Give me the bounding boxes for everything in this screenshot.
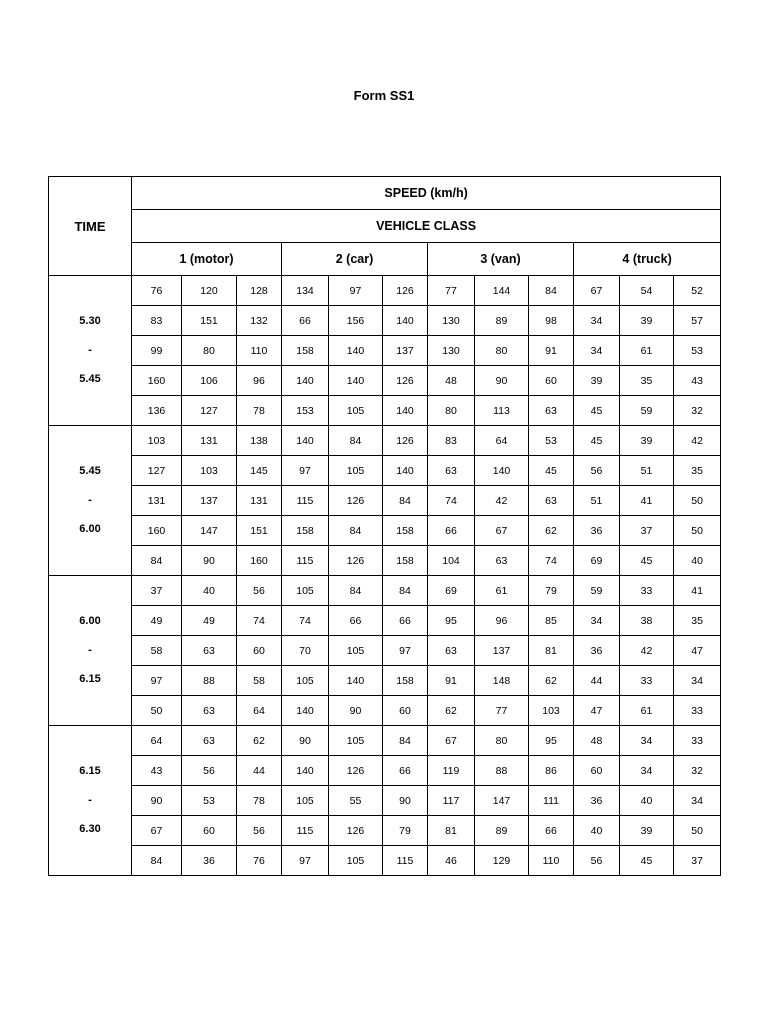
speed-cell: 56 (574, 456, 620, 486)
table-row (49, 336, 721, 366)
time-end: 6.15 (79, 673, 101, 685)
speed-cell: 50 (674, 486, 721, 516)
speed-cell: 74 (237, 606, 282, 636)
speed-cell: 115 (282, 546, 329, 576)
speed-cell: 89 (475, 306, 529, 336)
speed-cell: 60 (574, 756, 620, 786)
speed-cell: 76 (132, 276, 182, 306)
speed-cell: 105 (282, 666, 329, 696)
speed-cell: 148 (475, 666, 529, 696)
class-header-truck: 4 (truck) (574, 243, 721, 276)
speed-cell: 44 (237, 756, 282, 786)
speed-cell: 140 (282, 366, 329, 396)
table-row (49, 486, 721, 516)
speed-cell: 39 (620, 306, 674, 336)
speed-cell: 62 (529, 666, 574, 696)
speed-cell: 115 (383, 846, 428, 876)
speed-cell: 34 (574, 336, 620, 366)
speed-cell: 62 (529, 516, 574, 546)
speed-cell: 63 (529, 486, 574, 516)
speed-cell: 115 (282, 816, 329, 846)
vehicle-class-header: VEHICLE CLASS (132, 210, 721, 243)
speed-cell: 88 (182, 666, 237, 696)
time-period-cell (49, 576, 132, 726)
speed-cell: 160 (132, 366, 182, 396)
speed-cell: 137 (182, 486, 237, 516)
speed-cell: 69 (574, 546, 620, 576)
time-start: 5.30 (79, 315, 101, 327)
speed-cell: 115 (282, 486, 329, 516)
speed-cell: 84 (329, 576, 383, 606)
speed-cell: 66 (282, 306, 329, 336)
speed-cell: 96 (475, 606, 529, 636)
speed-cell: 105 (329, 636, 383, 666)
speed-cell: 91 (529, 336, 574, 366)
speed-cell: 32 (674, 756, 721, 786)
header-row-vehicle-class (49, 210, 721, 243)
speed-cell: 151 (237, 516, 282, 546)
speed-cell: 59 (574, 576, 620, 606)
speed-cell: 97 (383, 636, 428, 666)
speed-cell: 140 (282, 756, 329, 786)
speed-cell: 97 (132, 666, 182, 696)
speed-cell: 67 (574, 276, 620, 306)
speed-cell: 158 (282, 516, 329, 546)
speed-cell: 158 (282, 336, 329, 366)
speed-cell: 156 (329, 306, 383, 336)
speed-cell: 83 (428, 426, 475, 456)
speed-cell: 140 (475, 456, 529, 486)
speed-cell: 158 (383, 666, 428, 696)
speed-cell: 47 (674, 636, 721, 666)
time-separator: - (88, 494, 92, 506)
speed-cell: 84 (383, 726, 428, 756)
form-title: Form SS1 (353, 88, 415, 103)
speed-cell: 140 (329, 336, 383, 366)
speed-cell: 86 (529, 756, 574, 786)
speed-cell: 56 (574, 846, 620, 876)
speed-cell: 105 (282, 786, 329, 816)
speed-cell: 138 (237, 426, 282, 456)
speed-cell: 103 (132, 426, 182, 456)
speed-cell: 105 (329, 846, 383, 876)
speed-cell: 63 (428, 636, 475, 666)
speed-cell: 131 (132, 486, 182, 516)
table-row (49, 516, 721, 546)
table-row (49, 276, 721, 306)
speed-cell: 95 (529, 726, 574, 756)
speed-cell: 113 (475, 396, 529, 426)
speed-cell: 61 (475, 576, 529, 606)
speed-cell: 90 (182, 546, 237, 576)
speed-cell: 63 (182, 696, 237, 726)
speed-cell: 56 (237, 816, 282, 846)
speed-cell: 58 (132, 636, 182, 666)
speed-cell: 34 (674, 666, 721, 696)
speed-cell: 54 (620, 276, 674, 306)
time-end: 6.00 (79, 523, 101, 535)
table-row (49, 426, 721, 456)
speed-cell: 84 (383, 486, 428, 516)
table-row (49, 396, 721, 426)
speed-cell: 76 (237, 846, 282, 876)
speed-cell: 50 (674, 516, 721, 546)
speed-cell: 55 (329, 786, 383, 816)
speed-cell: 53 (674, 336, 721, 366)
speed-cell: 97 (282, 846, 329, 876)
speed-cell: 140 (383, 456, 428, 486)
speed-cell: 45 (620, 846, 674, 876)
speed-cell: 132 (237, 306, 282, 336)
speed-cell: 63 (428, 456, 475, 486)
table-row (49, 606, 721, 636)
speed-cell: 60 (182, 816, 237, 846)
table-row (49, 306, 721, 336)
speed-cell: 80 (182, 336, 237, 366)
speed-cell: 57 (674, 306, 721, 336)
speed-cell: 90 (475, 366, 529, 396)
speed-cell: 33 (620, 666, 674, 696)
speed-cell: 131 (237, 486, 282, 516)
speed-cell: 98 (529, 306, 574, 336)
speed-cell: 44 (574, 666, 620, 696)
speed-cell: 56 (237, 576, 282, 606)
speed-cell: 90 (383, 786, 428, 816)
speed-cell: 37 (620, 516, 674, 546)
speed-cell: 70 (282, 636, 329, 666)
speed-cell: 140 (329, 666, 383, 696)
speed-cell: 51 (620, 456, 674, 486)
speed-cell: 37 (674, 846, 721, 876)
speed-cell: 34 (620, 726, 674, 756)
speed-cell: 64 (237, 696, 282, 726)
speed-cell: 39 (574, 366, 620, 396)
speed-cell: 97 (329, 276, 383, 306)
speed-cell: 158 (383, 516, 428, 546)
speed-cell: 50 (674, 816, 721, 846)
speed-cell: 117 (428, 786, 475, 816)
speed-cell: 84 (329, 516, 383, 546)
speed-cell: 105 (329, 396, 383, 426)
table-row (49, 366, 721, 396)
speed-cell: 40 (620, 786, 674, 816)
header-row-speed (49, 177, 721, 210)
speed-cell: 78 (237, 396, 282, 426)
time-separator: - (88, 344, 92, 356)
speed-cell: 34 (674, 786, 721, 816)
speed-cell: 140 (383, 396, 428, 426)
speed-cell: 85 (529, 606, 574, 636)
speed-cell: 66 (383, 606, 428, 636)
speed-cell: 63 (182, 636, 237, 666)
speed-cell: 74 (529, 546, 574, 576)
speed-cell: 36 (574, 786, 620, 816)
speed-cell: 47 (574, 696, 620, 726)
speed-cell: 145 (237, 456, 282, 486)
speed-cell: 42 (674, 426, 721, 456)
speed-cell: 45 (620, 546, 674, 576)
speed-cell: 62 (428, 696, 475, 726)
speed-cell: 90 (132, 786, 182, 816)
time-start: 6.15 (79, 765, 101, 777)
speed-cell: 151 (182, 306, 237, 336)
speed-cell: 119 (428, 756, 475, 786)
speed-cell: 105 (329, 456, 383, 486)
speed-cell: 79 (383, 816, 428, 846)
speed-cell: 95 (428, 606, 475, 636)
speed-cell: 53 (182, 786, 237, 816)
speed-cell: 147 (182, 516, 237, 546)
speed-cell: 46 (428, 846, 475, 876)
speed-cell: 41 (674, 576, 721, 606)
time-period-cell (49, 726, 132, 876)
table-row (49, 666, 721, 696)
speed-cell: 158 (383, 546, 428, 576)
speed-cell: 56 (182, 756, 237, 786)
speed-cell: 35 (674, 606, 721, 636)
speed-cell: 49 (182, 606, 237, 636)
speed-cell: 84 (383, 576, 428, 606)
speed-cell: 78 (237, 786, 282, 816)
speed-cell: 88 (475, 756, 529, 786)
speed-table (48, 176, 721, 876)
speed-cell: 38 (620, 606, 674, 636)
speed-cell: 42 (475, 486, 529, 516)
speed-cell: 130 (428, 306, 475, 336)
speed-cell: 77 (475, 696, 529, 726)
speed-cell: 81 (428, 816, 475, 846)
speed-cell: 99 (132, 336, 182, 366)
time-end: 5.45 (79, 373, 101, 385)
speed-header: SPEED (km/h) (132, 177, 721, 210)
speed-cell: 52 (674, 276, 721, 306)
class-header-motor: 1 (motor) (132, 243, 282, 276)
speed-cell: 128 (237, 276, 282, 306)
speed-cell: 110 (237, 336, 282, 366)
speed-cell: 153 (282, 396, 329, 426)
table-row (49, 636, 721, 666)
speed-cell: 40 (182, 576, 237, 606)
speed-cell: 61 (620, 696, 674, 726)
table-row (49, 696, 721, 726)
speed-cell: 80 (428, 396, 475, 426)
speed-cell: 40 (574, 816, 620, 846)
speed-cell: 34 (574, 306, 620, 336)
speed-cell: 61 (620, 336, 674, 366)
class-header-car: 2 (car) (282, 243, 428, 276)
speed-cell: 66 (428, 516, 475, 546)
speed-cell: 64 (132, 726, 182, 756)
speed-cell: 63 (182, 726, 237, 756)
speed-cell: 127 (132, 456, 182, 486)
speed-cell: 60 (237, 636, 282, 666)
table-row (49, 546, 721, 576)
speed-cell: 140 (329, 366, 383, 396)
speed-cell: 41 (620, 486, 674, 516)
speed-cell: 126 (329, 546, 383, 576)
speed-cell: 137 (475, 636, 529, 666)
speed-cell: 35 (620, 366, 674, 396)
speed-cell: 36 (574, 516, 620, 546)
speed-cell: 130 (428, 336, 475, 366)
speed-cell: 140 (383, 306, 428, 336)
speed-cell: 105 (282, 576, 329, 606)
speed-cell: 126 (329, 816, 383, 846)
speed-cell: 33 (674, 696, 721, 726)
speed-cell: 97 (282, 456, 329, 486)
speed-cell: 45 (529, 456, 574, 486)
speed-cell: 137 (383, 336, 428, 366)
speed-cell: 103 (182, 456, 237, 486)
speed-cell: 77 (428, 276, 475, 306)
speed-cell: 34 (620, 756, 674, 786)
speed-cell: 66 (383, 756, 428, 786)
speed-cell: 126 (383, 366, 428, 396)
speed-cell: 140 (282, 696, 329, 726)
speed-cell: 50 (132, 696, 182, 726)
speed-cell: 126 (329, 756, 383, 786)
speed-cell: 37 (132, 576, 182, 606)
speed-cell: 129 (475, 846, 529, 876)
speed-cell: 105 (329, 726, 383, 756)
table-row (49, 756, 721, 786)
speed-cell: 110 (529, 846, 574, 876)
speed-cell: 111 (529, 786, 574, 816)
speed-cell: 62 (237, 726, 282, 756)
speed-cell: 67 (428, 726, 475, 756)
speed-cell: 126 (383, 276, 428, 306)
speed-cell: 103 (529, 696, 574, 726)
speed-cell: 80 (475, 336, 529, 366)
speed-cell: 160 (132, 516, 182, 546)
speed-cell: 84 (132, 546, 182, 576)
table-row (49, 846, 721, 876)
speed-cell: 83 (132, 306, 182, 336)
speed-cell: 36 (574, 636, 620, 666)
speed-cell: 80 (475, 726, 529, 756)
speed-cell: 39 (620, 816, 674, 846)
speed-cell: 58 (237, 666, 282, 696)
speed-cell: 53 (529, 426, 574, 456)
header-row-classes (49, 243, 721, 276)
speed-cell: 84 (529, 276, 574, 306)
time-start: 5.45 (79, 465, 101, 477)
speed-cell: 40 (674, 546, 721, 576)
speed-cell: 33 (674, 726, 721, 756)
speed-cell: 90 (282, 726, 329, 756)
speed-cell: 136 (132, 396, 182, 426)
time-start: 6.00 (79, 615, 101, 627)
table-row (49, 456, 721, 486)
speed-cell: 96 (237, 366, 282, 396)
speed-cell: 34 (574, 606, 620, 636)
speed-cell: 90 (329, 696, 383, 726)
time-period-cell (49, 276, 132, 426)
speed-cell: 160 (237, 546, 282, 576)
speed-cell: 42 (620, 636, 674, 666)
speed-cell: 140 (282, 426, 329, 456)
speed-cell: 45 (574, 426, 620, 456)
speed-cell: 66 (529, 816, 574, 846)
speed-cell: 66 (329, 606, 383, 636)
speed-cell: 64 (475, 426, 529, 456)
speed-cell: 120 (182, 276, 237, 306)
speed-cell: 147 (475, 786, 529, 816)
speed-cell: 60 (529, 366, 574, 396)
speed-cell: 91 (428, 666, 475, 696)
speed-cell: 69 (428, 576, 475, 606)
class-header-van: 3 (van) (428, 243, 574, 276)
speed-cell: 74 (282, 606, 329, 636)
speed-cell: 144 (475, 276, 529, 306)
time-period-cell (49, 426, 132, 576)
speed-cell: 127 (182, 396, 237, 426)
speed-cell: 33 (620, 576, 674, 606)
speed-cell: 134 (282, 276, 329, 306)
time-separator: - (88, 644, 92, 656)
speed-cell: 60 (383, 696, 428, 726)
speed-cell: 48 (428, 366, 475, 396)
table-row (49, 726, 721, 756)
table-row (49, 576, 721, 606)
speed-cell: 84 (329, 426, 383, 456)
speed-cell: 63 (475, 546, 529, 576)
time-header: TIME (49, 177, 132, 276)
table-row (49, 786, 721, 816)
table-row (49, 816, 721, 846)
speed-cell: 59 (620, 396, 674, 426)
speed-cell: 32 (674, 396, 721, 426)
speed-cell: 131 (182, 426, 237, 456)
speed-cell: 106 (182, 366, 237, 396)
speed-cell: 126 (383, 426, 428, 456)
speed-cell: 35 (674, 456, 721, 486)
speed-cell: 67 (475, 516, 529, 546)
speed-cell: 39 (620, 426, 674, 456)
speed-cell: 79 (529, 576, 574, 606)
speed-cell: 104 (428, 546, 475, 576)
speed-cell: 74 (428, 486, 475, 516)
speed-cell: 48 (574, 726, 620, 756)
speed-cell: 43 (132, 756, 182, 786)
speed-cell: 43 (674, 366, 721, 396)
time-end: 6.30 (79, 823, 101, 835)
speed-cell: 51 (574, 486, 620, 516)
speed-cell: 49 (132, 606, 182, 636)
speed-cell: 63 (529, 396, 574, 426)
speed-cell: 67 (132, 816, 182, 846)
speed-cell: 126 (329, 486, 383, 516)
speed-cell: 81 (529, 636, 574, 666)
speed-cell: 89 (475, 816, 529, 846)
speed-cell: 36 (182, 846, 237, 876)
time-separator: - (88, 794, 92, 806)
speed-cell: 45 (574, 396, 620, 426)
speed-cell: 84 (132, 846, 182, 876)
